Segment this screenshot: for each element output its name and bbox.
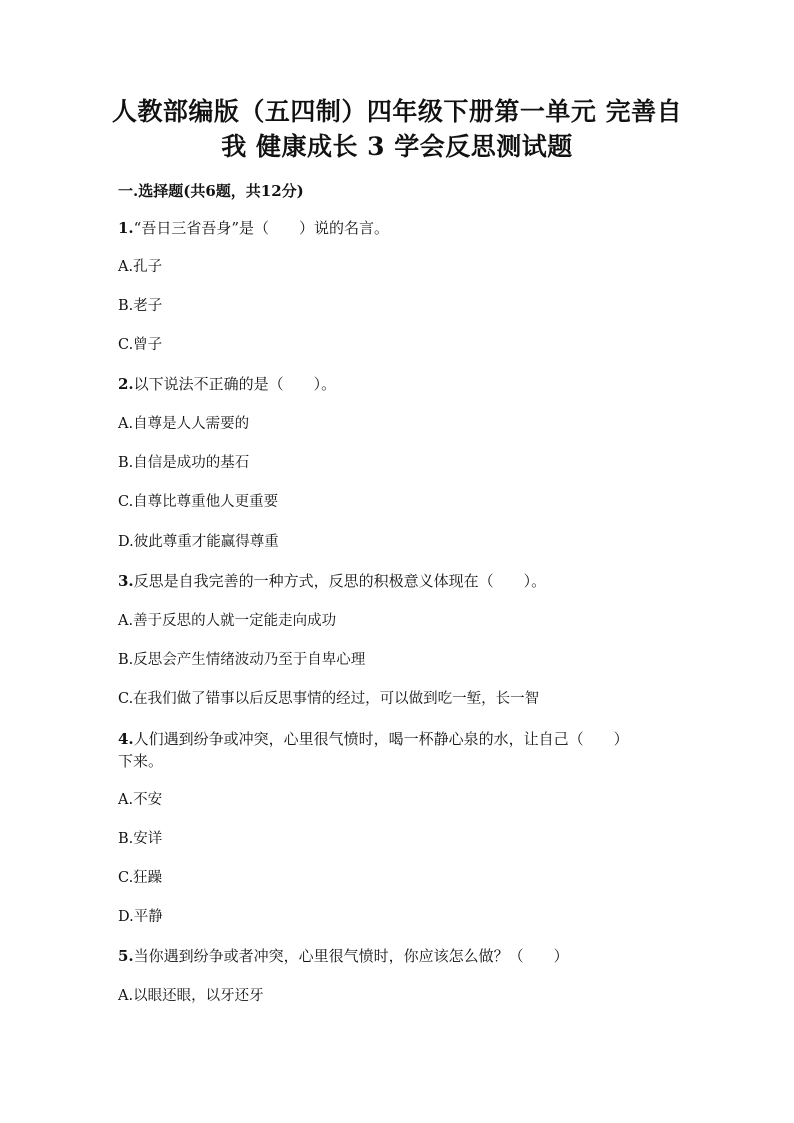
title-line-2: 我 健康成长 3 学会反思测试题 bbox=[221, 132, 573, 161]
question-text: 以下说法不正确的是（ ）。 bbox=[133, 375, 337, 393]
option-5a: A.以眼还眼，以牙还牙 bbox=[118, 988, 264, 1004]
option-1b: B.老子 bbox=[118, 298, 163, 314]
question-4 bbox=[118, 728, 678, 772]
option-2a: A.自尊是人人需要的 bbox=[118, 416, 250, 432]
option-1c: C.曾子 bbox=[118, 337, 163, 353]
option-2b: B.自信是成功的基石 bbox=[118, 455, 250, 471]
question-text: “吾日三省吾身”是（ ）说的名言。 bbox=[133, 219, 390, 237]
question-number: 5. bbox=[118, 947, 134, 965]
option-3c: C.在我们做了错事以后反思事情的经过，可以做到吃一堑，长一智 bbox=[118, 691, 540, 707]
question-3 bbox=[118, 570, 546, 592]
option-3b: B.反思会产生情绪波动乃至于自卑心理 bbox=[118, 652, 366, 668]
option-4d: D.平静 bbox=[118, 909, 163, 925]
question-text: 反思是自我完善的一种方式，反思的积极意义体现在（ ）。 bbox=[133, 572, 547, 590]
question-text-line-1: 人们遇到纷争或冲突，心里很气愤时，喝一杯静心泉的水，让自己（ ） bbox=[133, 730, 629, 748]
option-4c: C.狂躁 bbox=[118, 870, 163, 886]
question-number: 4. bbox=[118, 730, 134, 748]
section-header: 一.选择题(共6题，共12分) bbox=[118, 182, 304, 200]
title-line-1: 人教部编版（五四制）四年级下册第一单元 完善自 bbox=[111, 97, 683, 126]
question-number: 3. bbox=[118, 572, 134, 590]
option-2c: C.自尊比尊重他人更重要 bbox=[118, 494, 279, 510]
option-2d: D.彼此尊重才能赢得尊重 bbox=[118, 534, 279, 550]
option-1a: A.孔子 bbox=[118, 259, 163, 275]
question-number: 1. bbox=[118, 219, 134, 237]
option-3a: A.善于反思的人就一定能走向成功 bbox=[118, 613, 337, 629]
question-1 bbox=[118, 217, 389, 239]
option-4b: B.安详 bbox=[118, 831, 163, 847]
question-2 bbox=[118, 373, 336, 395]
option-4a: A.不安 bbox=[118, 792, 163, 808]
question-5 bbox=[118, 945, 569, 967]
question-text: 当你遇到纷争或者冲突，心里很气愤时，你应该怎么做？（ ） bbox=[133, 947, 569, 965]
document-title bbox=[100, 94, 694, 164]
question-number: 2. bbox=[118, 375, 134, 393]
question-text-line-2: 下来。 bbox=[118, 752, 164, 770]
